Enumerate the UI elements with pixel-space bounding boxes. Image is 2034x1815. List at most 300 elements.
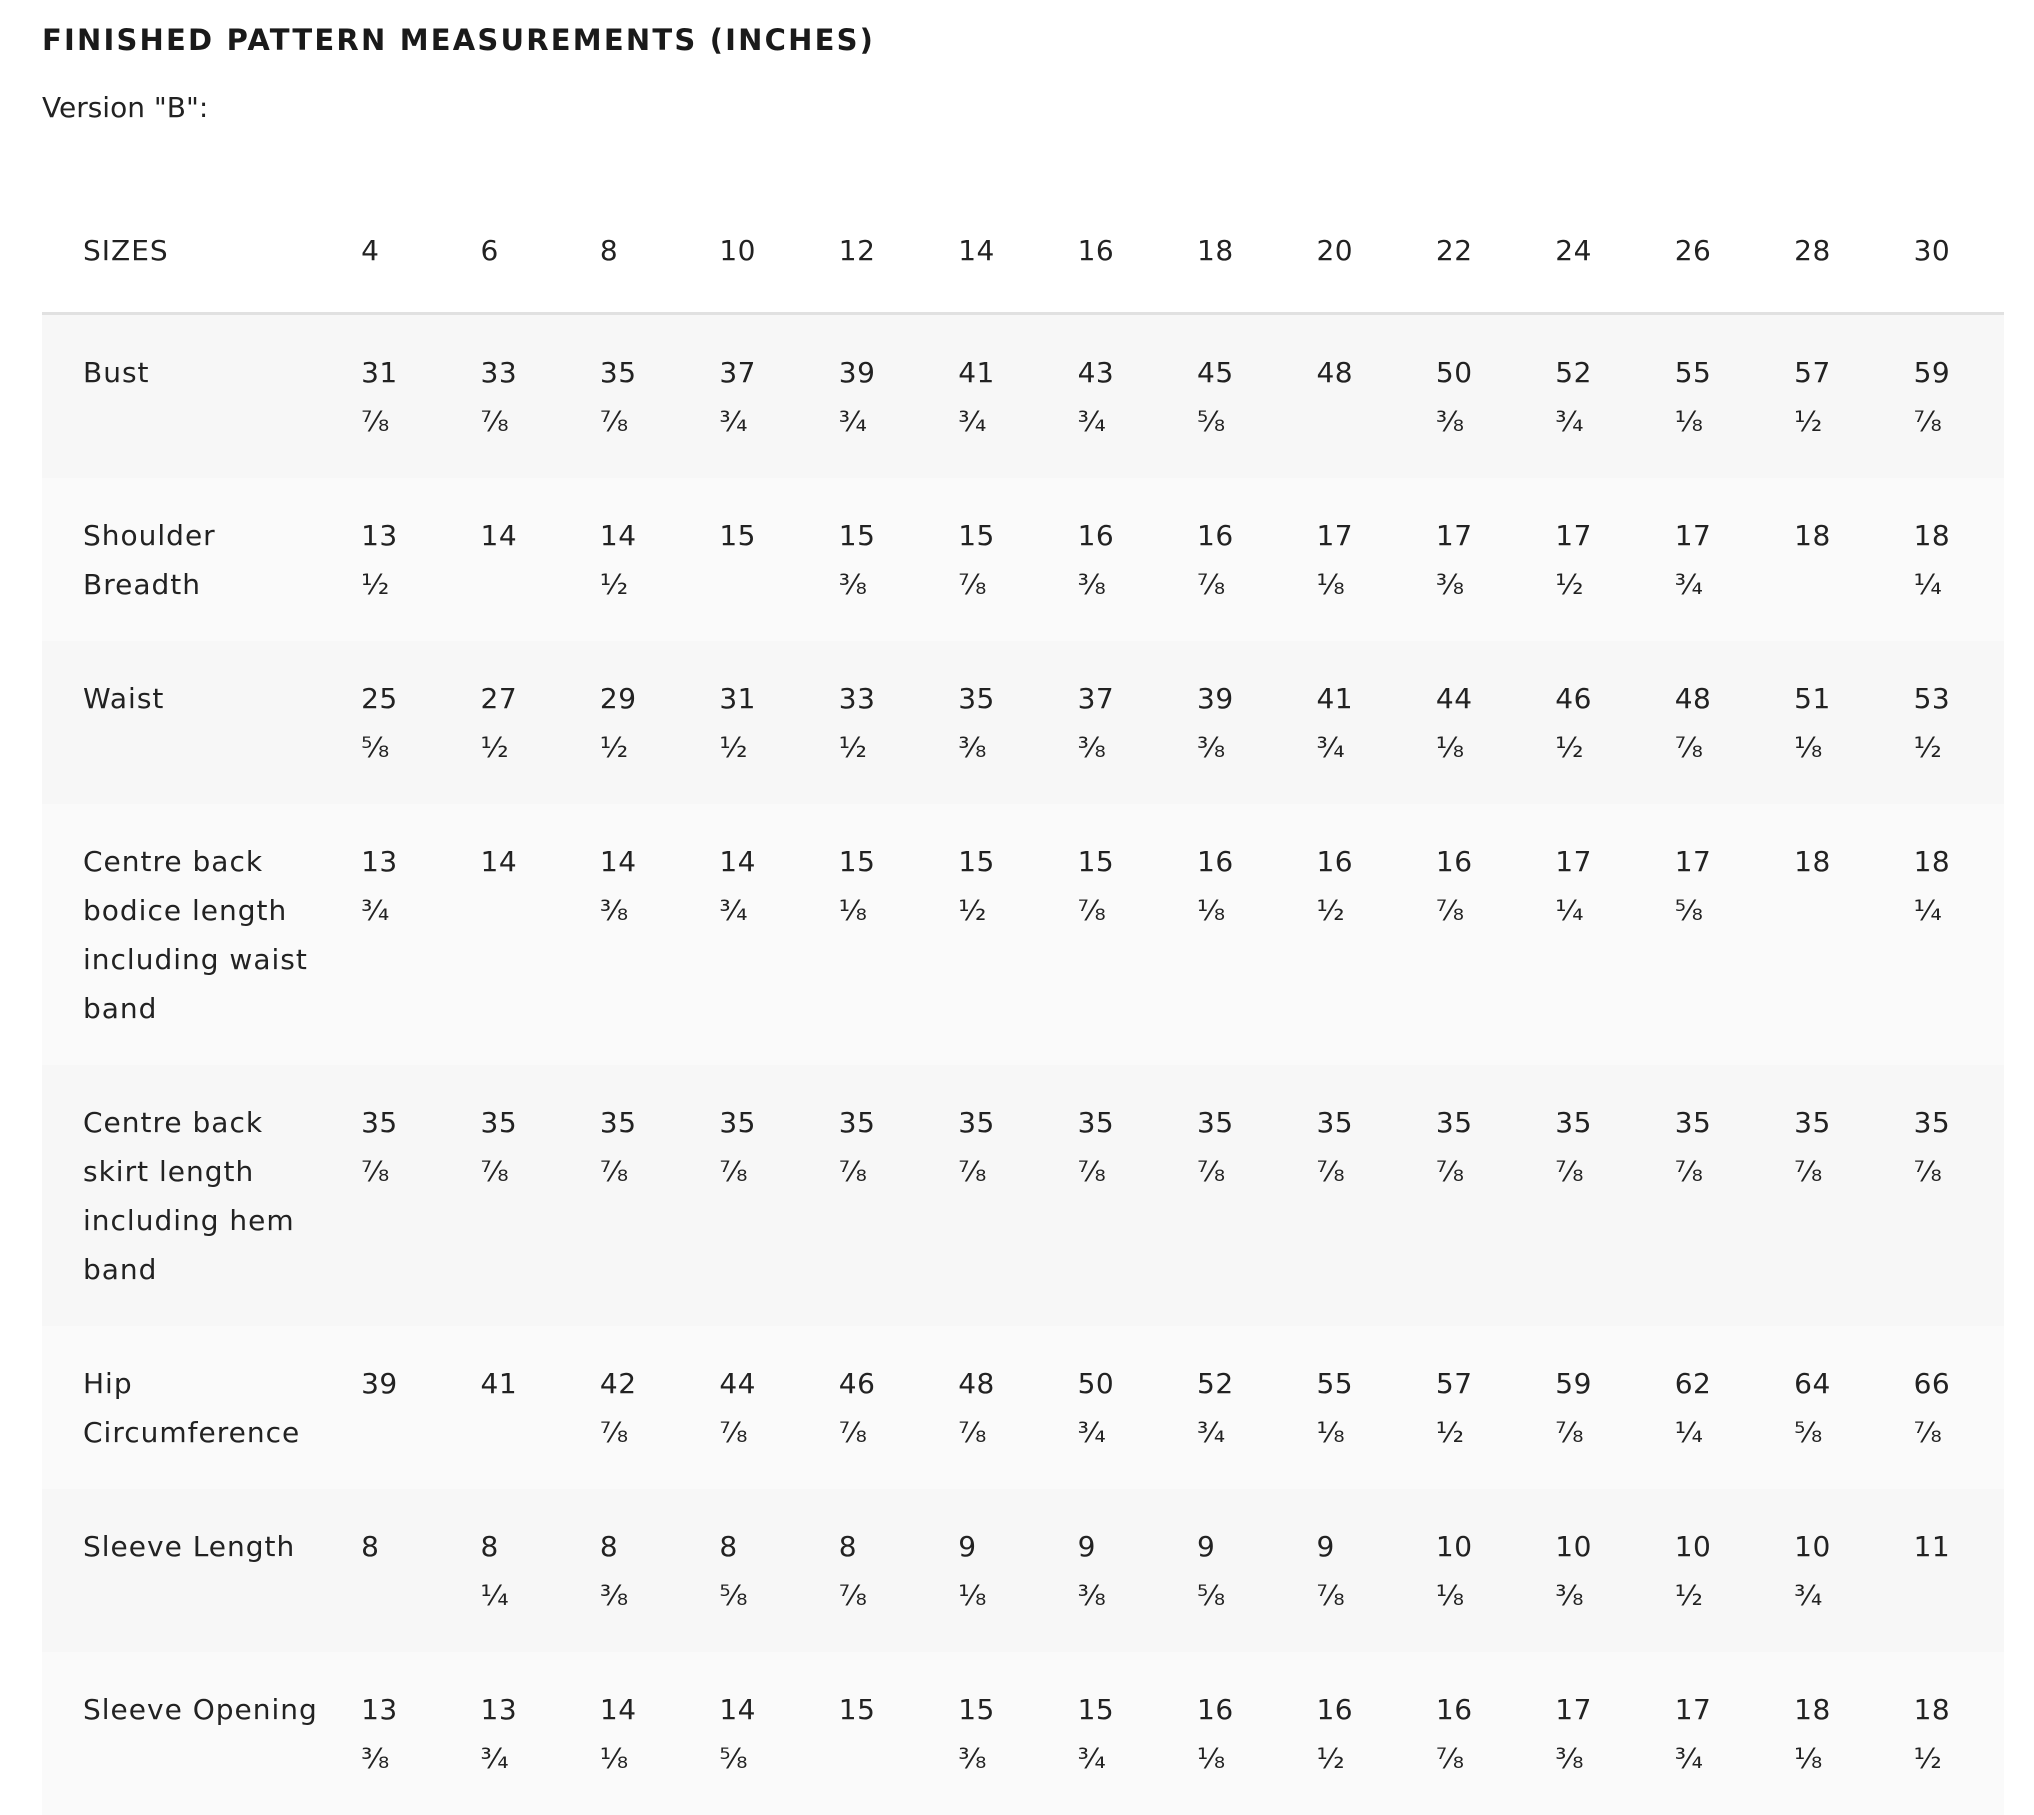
measurement-whole: 8 <box>839 1522 929 1571</box>
measurement-fraction: ³⁄₈ <box>839 560 929 609</box>
measurement-whole: 15 <box>1078 837 1168 886</box>
measurement-whole: 13 <box>481 1685 571 1734</box>
measurement-cell <box>810 641 929 804</box>
measurement-whole: 37 <box>1078 674 1168 723</box>
measurement-fraction: ⁷⁄₈ <box>839 1408 929 1457</box>
measurement-fraction: ⁷⁄₈ <box>1794 1147 1884 1196</box>
measurement-cell <box>1287 641 1406 804</box>
measurement-fraction: ⁷⁄₈ <box>1197 560 1287 609</box>
measurement-cell <box>1885 1652 2004 1815</box>
measurement-fraction: ³⁄₄ <box>719 886 809 935</box>
measurement-cell <box>929 641 1048 804</box>
measurement-cell <box>810 314 929 479</box>
measurement-fraction: ³⁄₄ <box>958 397 1048 446</box>
measurement-cell <box>1885 804 2004 1065</box>
measurement-fraction: ³⁄₈ <box>1078 560 1168 609</box>
measurement-fraction: ³⁄₄ <box>1078 1734 1168 1783</box>
measurement-cell <box>1407 804 1526 1065</box>
measurement-fraction: ⁷⁄₈ <box>1675 723 1765 772</box>
measurement-whole: 35 <box>958 1098 1048 1147</box>
table-row <box>42 478 2004 641</box>
measurement-cell <box>1049 1652 1168 1815</box>
measurement-cell <box>332 314 451 479</box>
measurement-whole: 9 <box>1316 1522 1406 1571</box>
measurement-cell <box>1287 1326 1406 1489</box>
measurement-whole: 10 <box>1794 1522 1884 1571</box>
measurement-whole: 14 <box>719 1685 809 1734</box>
measurement-fraction: ¹⁄₂ <box>719 723 809 772</box>
measurement-whole: 57 <box>1436 1359 1526 1408</box>
measurement-whole: 50 <box>1436 348 1526 397</box>
measurement-fraction: ¹⁄₄ <box>1555 886 1645 935</box>
measurement-fraction: ³⁄₄ <box>1794 1571 1884 1620</box>
measurement-cell <box>690 804 809 1065</box>
measurement-whole: 48 <box>958 1359 1048 1408</box>
measurement-fraction: ⁷⁄₈ <box>1197 1147 1287 1196</box>
measurement-cell <box>1407 314 1526 479</box>
measurement-whole: 18 <box>1794 511 1884 560</box>
measurement-fraction: ¹⁄₈ <box>1197 1734 1287 1783</box>
measurement-cell <box>452 1489 571 1652</box>
measurement-whole: 15 <box>839 837 929 886</box>
measurement-fraction: ¹⁄₈ <box>1675 397 1765 446</box>
measurement-whole: 35 <box>1197 1098 1287 1147</box>
measurement-fraction: ⁵⁄₈ <box>719 1734 809 1783</box>
measurement-cell <box>1885 478 2004 641</box>
row-label: Centre back skirt length including hem band <box>42 1065 332 1326</box>
measurement-cell <box>1168 641 1287 804</box>
measurement-cell <box>332 1326 451 1489</box>
measurement-fraction: ¹⁄₄ <box>1914 560 2004 609</box>
measurement-whole: 17 <box>1555 837 1645 886</box>
measurement-cell <box>1526 478 1645 641</box>
measurement-cell <box>1168 1652 1287 1815</box>
measurement-cell <box>1526 1652 1645 1815</box>
measurement-cell <box>1646 804 1765 1065</box>
measurement-fraction: ³⁄₈ <box>958 1734 1048 1783</box>
page-title: FINISHED PATTERN MEASUREMENTS (INCHES) <box>42 20 875 60</box>
measurement-whole: 13 <box>361 511 451 560</box>
measurement-whole: 35 <box>1078 1098 1168 1147</box>
measurement-fraction: ⁷⁄₈ <box>1555 1147 1645 1196</box>
measurement-fraction: ¹⁄₂ <box>1914 723 2004 772</box>
measurement-fraction: ¹⁄₂ <box>1555 723 1645 772</box>
measurement-fraction: ⁵⁄₈ <box>1197 397 1287 446</box>
measurement-whole: 15 <box>839 511 929 560</box>
measurement-cell <box>1646 641 1765 804</box>
measurement-whole: 15 <box>719 511 809 560</box>
measurement-whole: 35 <box>1794 1098 1884 1147</box>
measurement-whole: 35 <box>1914 1098 2004 1147</box>
size-header: 16 <box>1049 188 1168 314</box>
measurement-cell <box>690 641 809 804</box>
measurement-cell <box>1049 1326 1168 1489</box>
table-row <box>42 1652 2004 1815</box>
measurement-whole: 48 <box>1316 348 1406 397</box>
table-row <box>42 804 2004 1065</box>
measurement-cell <box>1287 804 1406 1065</box>
measurement-whole: 59 <box>1914 348 2004 397</box>
measurement-fraction: ³⁄₄ <box>719 397 809 446</box>
measurement-fraction: ³⁄₄ <box>361 886 451 935</box>
measurement-cell <box>1765 478 1884 641</box>
measurement-fraction: ¹⁄₂ <box>1436 1408 1526 1457</box>
measurement-whole: 35 <box>1555 1098 1645 1147</box>
measurement-cell <box>690 478 809 641</box>
measurement-whole: 15 <box>1078 1685 1168 1734</box>
measurement-whole: 35 <box>1436 1098 1526 1147</box>
measurement-cell <box>1646 1652 1765 1815</box>
size-header: 20 <box>1287 188 1406 314</box>
measurement-cell <box>929 314 1048 479</box>
measurement-cell <box>1646 1489 1765 1652</box>
measurement-fraction: ³⁄₄ <box>839 397 929 446</box>
measurement-cell <box>1646 314 1765 479</box>
measurement-fraction: ¹⁄₂ <box>600 723 690 772</box>
measurement-fraction: ¹⁄₄ <box>1914 886 2004 935</box>
measurement-fraction: ⁷⁄₈ <box>481 1147 571 1196</box>
measurement-whole: 15 <box>958 837 1048 886</box>
measurement-whole: 11 <box>1914 1522 2004 1571</box>
row-label: Hip Circumference <box>42 1326 332 1489</box>
measurement-fraction: ³⁄₄ <box>1675 560 1765 609</box>
measurement-fraction: ⁷⁄₈ <box>839 1571 929 1620</box>
measurement-fraction: ⁷⁄₈ <box>600 1408 690 1457</box>
measurement-whole: 39 <box>1197 674 1287 723</box>
measurement-cell <box>571 1065 690 1326</box>
measurement-whole: 27 <box>481 674 571 723</box>
measurement-cell <box>1885 314 2004 479</box>
measurements-table <box>42 188 2004 1815</box>
measurement-fraction: ⁷⁄₈ <box>958 1147 1048 1196</box>
measurement-cell <box>929 1065 1048 1326</box>
measurement-cell <box>1526 641 1645 804</box>
row-label: Shoulder Breadth <box>42 478 332 641</box>
measurement-cell <box>571 1326 690 1489</box>
measurement-fraction: ⁵⁄₈ <box>719 1571 809 1620</box>
measurement-whole: 31 <box>719 674 809 723</box>
measurement-whole: 44 <box>719 1359 809 1408</box>
measurement-fraction: ¹⁄₂ <box>1794 397 1884 446</box>
measurement-fraction: ⁵⁄₈ <box>361 723 451 772</box>
measurement-fraction: ¹⁄₈ <box>1316 1408 1406 1457</box>
measurement-cell <box>1049 314 1168 479</box>
measurement-fraction: ⁷⁄₈ <box>1555 1408 1645 1457</box>
measurement-fraction: ⁷⁄₈ <box>958 1408 1048 1457</box>
measurement-fraction: ¹⁄₂ <box>1316 1734 1406 1783</box>
measurement-whole: 37 <box>719 348 809 397</box>
measurement-cell <box>1287 314 1406 479</box>
measurement-fraction: ¹⁄₈ <box>1794 1734 1884 1783</box>
measurement-fraction: ⁵⁄₈ <box>1675 886 1765 935</box>
measurement-cell <box>1407 478 1526 641</box>
measurement-whole: 10 <box>1436 1522 1526 1571</box>
measurement-cell <box>571 314 690 479</box>
size-header: 8 <box>571 188 690 314</box>
measurement-whole: 43 <box>1078 348 1168 397</box>
measurement-cell <box>929 1652 1048 1815</box>
measurement-fraction: ⁷⁄₈ <box>1078 1147 1168 1196</box>
measurement-fraction: ³⁄₈ <box>1436 397 1526 446</box>
measurement-cell <box>1526 1489 1645 1652</box>
measurement-cell <box>571 478 690 641</box>
measurement-whole: 35 <box>600 348 690 397</box>
measurement-cell <box>690 1065 809 1326</box>
measurement-whole: 13 <box>361 1685 451 1734</box>
measurement-fraction: ⁷⁄₈ <box>958 560 1048 609</box>
measurement-cell <box>1526 1326 1645 1489</box>
measurement-whole: 8 <box>481 1522 571 1571</box>
measurement-whole: 16 <box>1078 511 1168 560</box>
measurement-cell <box>571 1652 690 1815</box>
measurement-fraction: ³⁄₄ <box>1316 723 1406 772</box>
measurement-whole: 17 <box>1555 1685 1645 1734</box>
measurement-whole: 15 <box>958 511 1048 560</box>
row-label: Waist <box>42 641 332 804</box>
measurement-cell <box>571 1489 690 1652</box>
measurement-whole: 41 <box>481 1359 571 1408</box>
measurement-whole: 57 <box>1794 348 1884 397</box>
measurement-fraction: ³⁄₈ <box>958 723 1048 772</box>
measurement-fraction: ⁷⁄₈ <box>1316 1147 1406 1196</box>
measurement-fraction: ⁷⁄₈ <box>361 1147 451 1196</box>
measurement-whole: 17 <box>1436 511 1526 560</box>
measurement-fraction: ³⁄₄ <box>1078 397 1168 446</box>
measurement-whole: 29 <box>600 674 690 723</box>
measurement-cell <box>452 314 571 479</box>
measurement-whole: 17 <box>1675 511 1765 560</box>
measurement-cell <box>929 1326 1048 1489</box>
size-header: 30 <box>1885 188 2004 314</box>
measurement-whole: 16 <box>1197 837 1287 886</box>
measurement-cell <box>1407 1326 1526 1489</box>
measurement-fraction: ¹⁄₈ <box>600 1734 690 1783</box>
measurement-whole: 35 <box>481 1098 571 1147</box>
measurement-cell <box>929 1489 1048 1652</box>
measurement-fraction: ¹⁄₂ <box>600 560 690 609</box>
measurement-whole: 35 <box>600 1098 690 1147</box>
measurement-cell <box>452 804 571 1065</box>
measurement-fraction: ¹⁄₂ <box>958 886 1048 935</box>
measurement-cell <box>690 314 809 479</box>
measurement-whole: 15 <box>958 1685 1048 1734</box>
measurement-whole: 50 <box>1078 1359 1168 1408</box>
measurement-cell <box>332 641 451 804</box>
measurement-cell <box>1526 314 1645 479</box>
measurement-whole: 18 <box>1914 1685 2004 1734</box>
measurement-whole: 10 <box>1555 1522 1645 1571</box>
size-header: 28 <box>1765 188 1884 314</box>
table-body <box>42 314 2004 1815</box>
measurement-cell <box>1049 478 1168 641</box>
measurement-cell <box>1049 1489 1168 1652</box>
measurement-fraction: ⁷⁄₈ <box>1914 397 2004 446</box>
measurement-whole: 15 <box>839 1685 929 1734</box>
measurement-cell <box>929 478 1048 641</box>
measurement-whole: 18 <box>1794 1685 1884 1734</box>
measurement-whole: 14 <box>481 511 571 560</box>
measurement-cell <box>810 1326 929 1489</box>
measurement-whole: 48 <box>1675 674 1765 723</box>
measurement-fraction: ³⁄₈ <box>600 886 690 935</box>
measurement-fraction: ⁵⁄₈ <box>1794 1408 1884 1457</box>
size-header: 24 <box>1526 188 1645 314</box>
measurement-cell <box>332 1065 451 1326</box>
measurement-whole: 10 <box>1675 1522 1765 1571</box>
measurement-fraction: ⁵⁄₈ <box>1197 1571 1287 1620</box>
measurement-whole: 53 <box>1914 674 2004 723</box>
measurement-whole: 35 <box>361 1098 451 1147</box>
measurement-cell <box>332 1489 451 1652</box>
measurement-whole: 62 <box>1675 1359 1765 1408</box>
measurement-fraction: ⁷⁄₈ <box>1914 1408 2004 1457</box>
measurement-fraction: ¹⁄₂ <box>1914 1734 2004 1783</box>
measurement-cell <box>810 478 929 641</box>
measurement-fraction: ³⁄₄ <box>481 1734 571 1783</box>
measurement-cell <box>452 1065 571 1326</box>
measurement-fraction: ⁷⁄₈ <box>1078 886 1168 935</box>
row-label: Centre back bodice length including waist band <box>42 804 332 1065</box>
measurement-whole: 35 <box>719 1098 809 1147</box>
measurement-cell <box>1526 804 1645 1065</box>
measurement-whole: 18 <box>1914 511 2004 560</box>
measurement-fraction: ³⁄₈ <box>600 1571 690 1620</box>
measurement-fraction: ¹⁄₈ <box>958 1571 1048 1620</box>
table-row <box>42 1489 2004 1652</box>
measurement-cell <box>690 1489 809 1652</box>
measurement-cell <box>1407 1489 1526 1652</box>
size-header: 6 <box>452 188 571 314</box>
table-row <box>42 1326 2004 1489</box>
measurement-whole: 46 <box>1555 674 1645 723</box>
measurement-whole: 18 <box>1794 837 1884 886</box>
measurement-cell <box>690 1652 809 1815</box>
measurement-whole: 41 <box>958 348 1048 397</box>
size-header: 10 <box>690 188 809 314</box>
measurement-whole: 9 <box>1078 1522 1168 1571</box>
measurement-fraction: ⁷⁄₈ <box>1436 886 1526 935</box>
measurement-cell <box>1646 478 1765 641</box>
measurement-cell <box>1168 478 1287 641</box>
measurement-cell <box>452 478 571 641</box>
measurement-whole: 14 <box>719 837 809 886</box>
measurement-cell <box>1407 641 1526 804</box>
measurement-whole: 16 <box>1316 837 1406 886</box>
measurement-fraction: ¹⁄₂ <box>1316 886 1406 935</box>
header-row <box>42 188 2004 314</box>
table-row <box>42 314 2004 479</box>
size-header: 4 <box>332 188 451 314</box>
measurement-whole: 8 <box>600 1522 690 1571</box>
measurement-fraction: ³⁄₄ <box>1078 1408 1168 1457</box>
measurement-cell <box>332 804 451 1065</box>
measurement-cell <box>1885 1489 2004 1652</box>
measurement-whole: 16 <box>1436 837 1526 886</box>
measurement-cell <box>1765 1652 1884 1815</box>
measurement-fraction: ³⁄₄ <box>1675 1734 1765 1783</box>
measurement-whole: 35 <box>1316 1098 1406 1147</box>
row-label: Bust <box>42 314 332 479</box>
size-header: 22 <box>1407 188 1526 314</box>
measurement-cell <box>1646 1065 1765 1326</box>
measurement-cell <box>452 1652 571 1815</box>
measurement-fraction: ¹⁄₂ <box>1675 1571 1765 1620</box>
sizes-header: SIZES <box>42 188 332 314</box>
measurement-cell <box>1765 1326 1884 1489</box>
measurement-fraction: ³⁄₈ <box>1197 723 1287 772</box>
measurement-fraction: ³⁄₈ <box>1555 1571 1645 1620</box>
measurement-whole: 13 <box>361 837 451 886</box>
measurement-whole: 64 <box>1794 1359 1884 1408</box>
measurement-fraction: ¹⁄₂ <box>361 560 451 609</box>
measurement-whole: 16 <box>1197 1685 1287 1734</box>
measurement-whole: 16 <box>1436 1685 1526 1734</box>
measurement-whole: 39 <box>839 348 929 397</box>
measurement-fraction: ⁷⁄₈ <box>1436 1734 1526 1783</box>
measurement-fraction: ¹⁄₂ <box>839 723 929 772</box>
measurement-whole: 59 <box>1555 1359 1645 1408</box>
size-header: 12 <box>810 188 929 314</box>
measurement-whole: 41 <box>1316 674 1406 723</box>
measurement-whole: 66 <box>1914 1359 2004 1408</box>
measurement-cell <box>1168 314 1287 479</box>
measurement-fraction: ¹⁄₈ <box>1316 560 1406 609</box>
measurement-fraction: ⁷⁄₈ <box>1436 1147 1526 1196</box>
measurement-whole: 35 <box>1675 1098 1765 1147</box>
measurement-whole: 42 <box>600 1359 690 1408</box>
measurement-whole: 16 <box>1197 511 1287 560</box>
measurement-cell <box>810 1489 929 1652</box>
measurement-cell <box>1287 1489 1406 1652</box>
measurement-whole: 17 <box>1675 837 1765 886</box>
measurement-whole: 16 <box>1316 1685 1406 1734</box>
measurement-whole: 33 <box>481 348 571 397</box>
measurement-whole: 55 <box>1316 1359 1406 1408</box>
measurement-whole: 25 <box>361 674 451 723</box>
measurement-cell <box>571 641 690 804</box>
measurement-fraction: ⁷⁄₈ <box>719 1147 809 1196</box>
measurement-whole: 9 <box>1197 1522 1287 1571</box>
measurement-cell <box>332 478 451 641</box>
measurement-cell <box>452 1326 571 1489</box>
size-header: 14 <box>929 188 1048 314</box>
measurement-cell <box>1765 641 1884 804</box>
measurement-cell <box>332 1652 451 1815</box>
measurement-fraction: ⁷⁄₈ <box>839 1147 929 1196</box>
measurement-cell <box>1287 478 1406 641</box>
measurement-cell <box>1049 1065 1168 1326</box>
measurement-whole: 52 <box>1555 348 1645 397</box>
measurement-fraction: ⁷⁄₈ <box>481 397 571 446</box>
size-header: 26 <box>1646 188 1765 314</box>
measurement-fraction: ³⁄₈ <box>1436 560 1526 609</box>
measurement-cell <box>1168 1065 1287 1326</box>
measurement-fraction: ⁷⁄₈ <box>1675 1147 1765 1196</box>
measurement-whole: 35 <box>958 674 1048 723</box>
measurement-whole: 52 <box>1197 1359 1287 1408</box>
measurement-fraction: ¹⁄₈ <box>1436 723 1526 772</box>
measurement-cell <box>1407 1652 1526 1815</box>
measurement-whole: 17 <box>1316 511 1406 560</box>
measurement-fraction: ¹⁄₂ <box>481 723 571 772</box>
measurement-whole: 33 <box>839 674 929 723</box>
measurement-fraction: ¹⁄₈ <box>1197 886 1287 935</box>
measurement-cell <box>1765 314 1884 479</box>
measurement-cell <box>1407 1065 1526 1326</box>
measurement-fraction: ³⁄₄ <box>1197 1408 1287 1457</box>
version-label: Version "B": <box>42 88 208 128</box>
measurement-cell <box>571 804 690 1065</box>
